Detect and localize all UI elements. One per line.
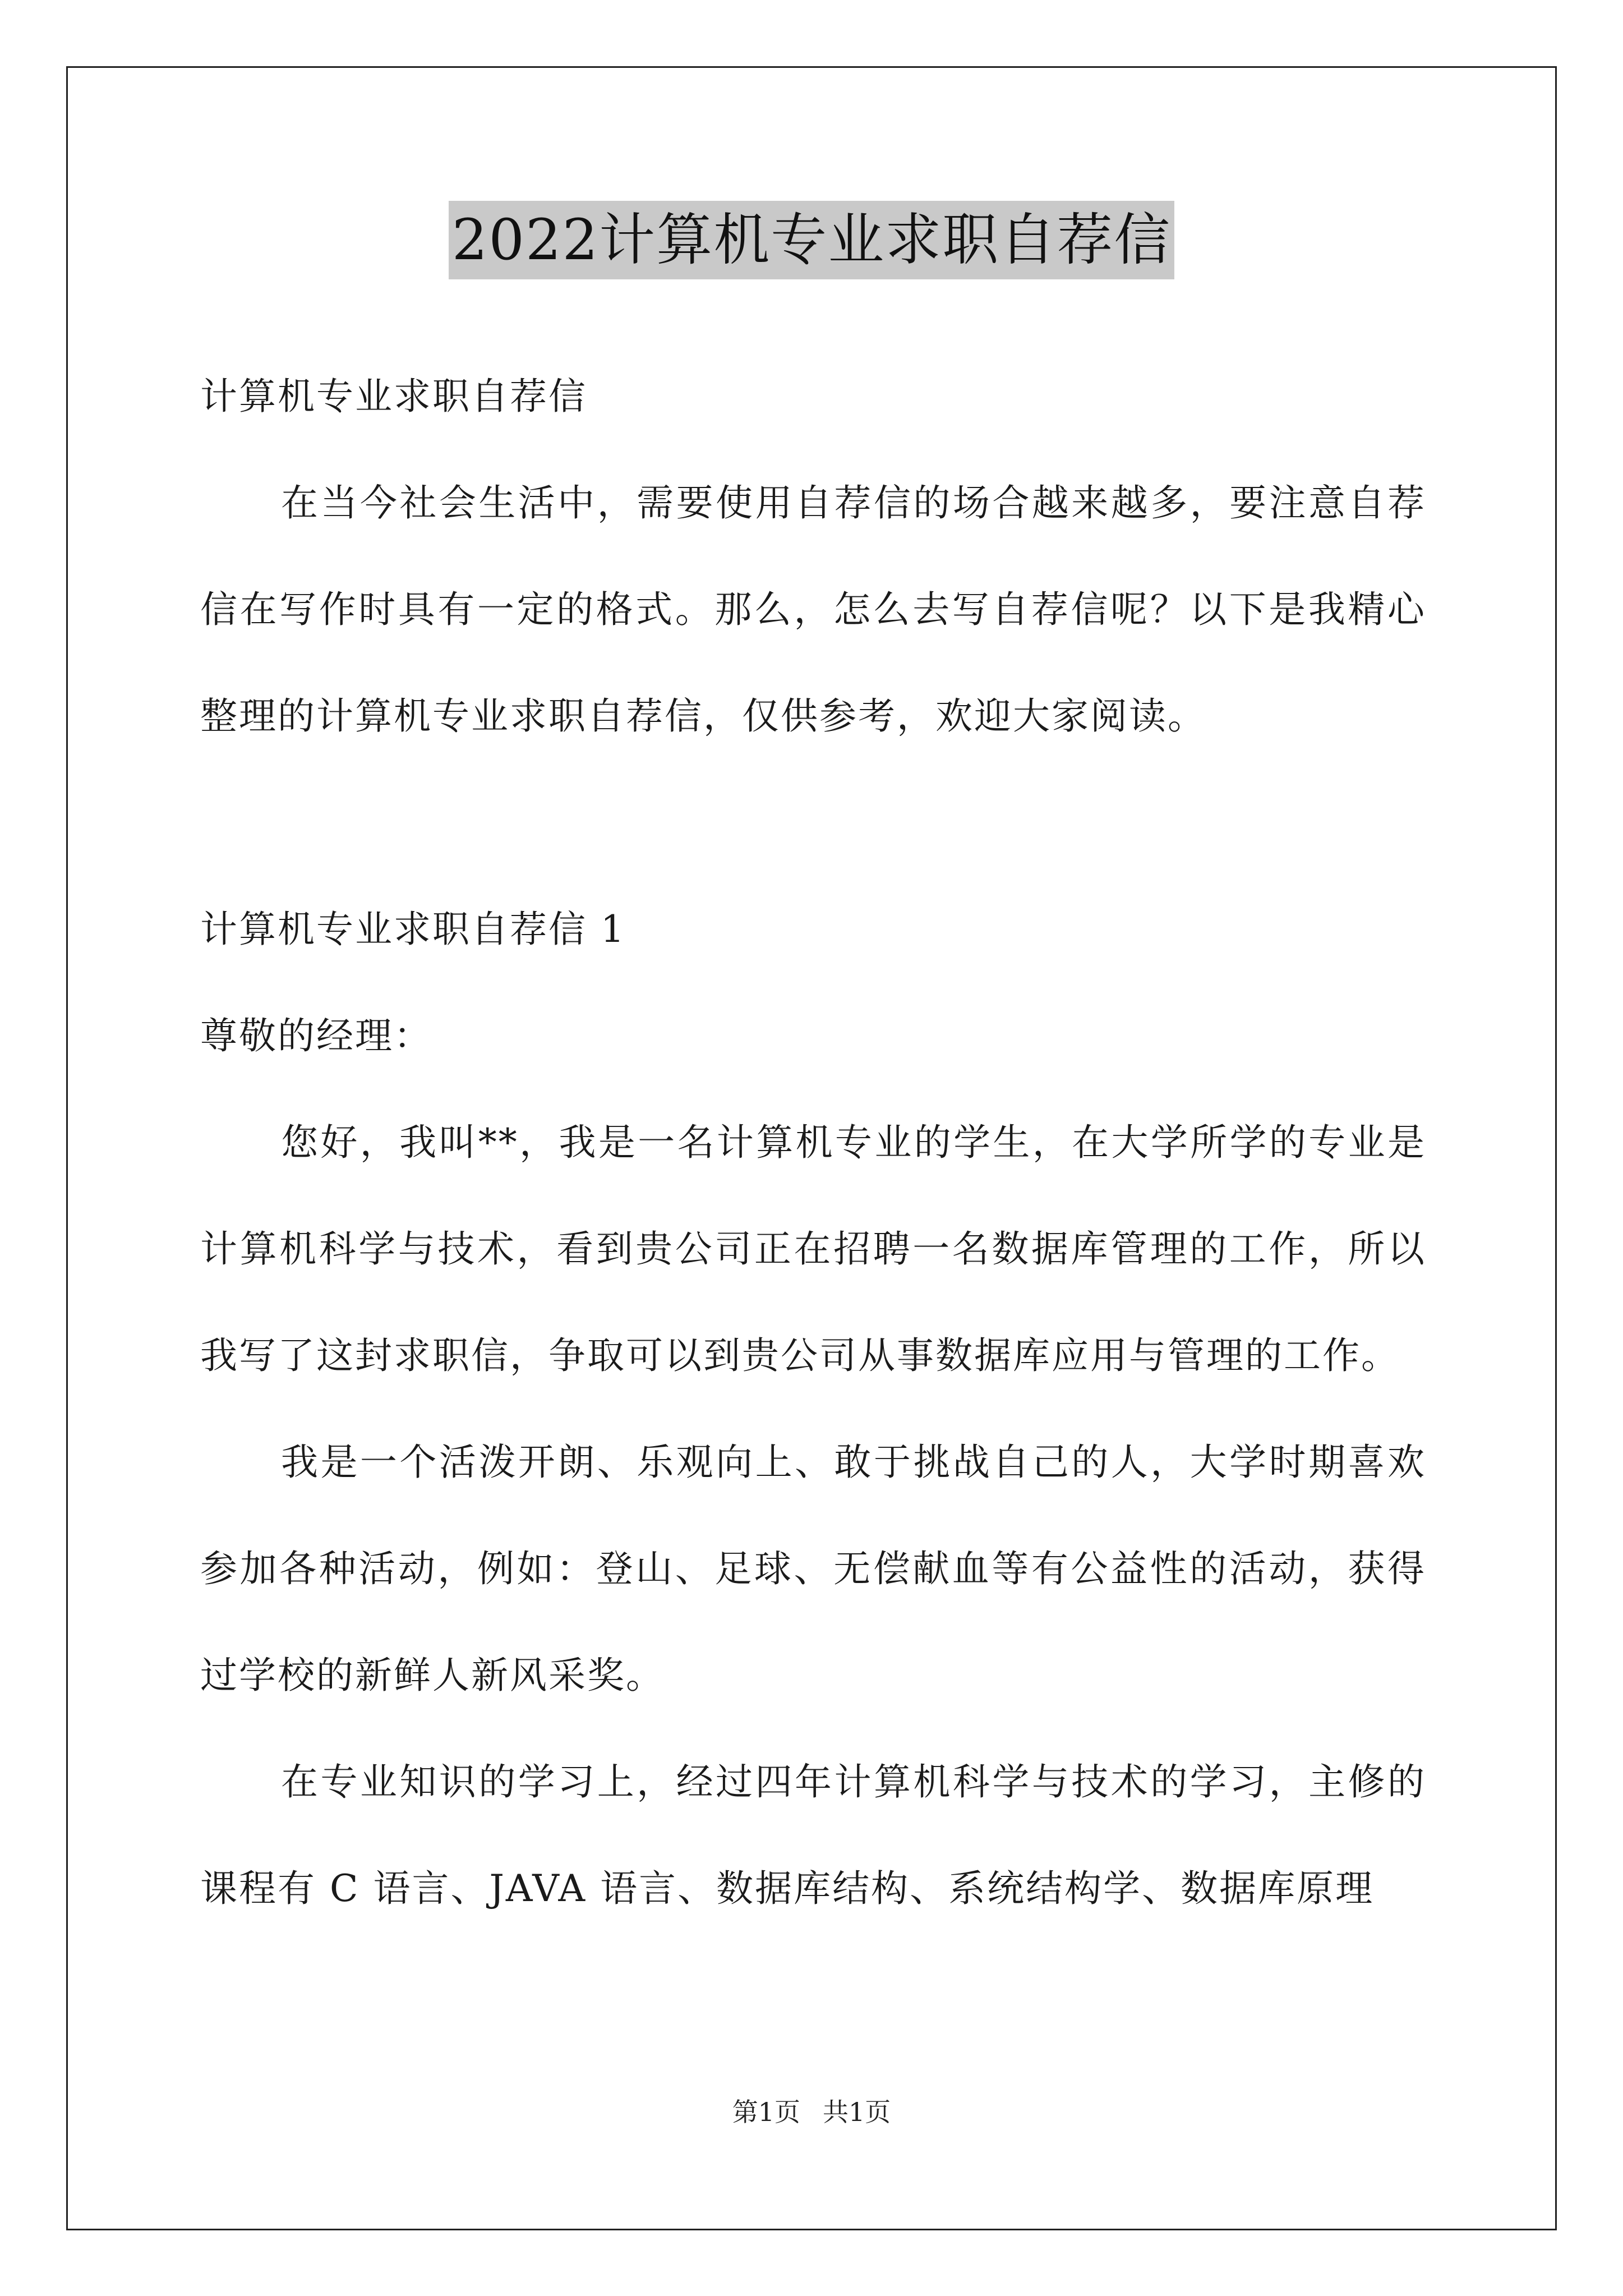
document-title: 2022计算机专业求职自荐信 [449,201,1175,279]
body-paragraph-2: 我是一个活泼开朗、乐观向上、敢于挑战自己的人，大学时期喜欢参加各种活动，例如：登山、足球、无偿献血等有公益性的活动，获得过学校的新鲜人新风采奖。 [200,1441,1426,1697]
page-number-total: 共1页 [823,2097,891,2127]
title-container [0,201,1623,279]
salutation: 尊敬的经理： [200,1014,432,1057]
page-number-current: 第1页 [732,2097,800,2127]
body-paragraph-3: 在专业知识的学习上，经过四年计算机科学与技术的学习，主修的课程有 C 语言、JAVA 语言、数据库结构、系统结构学、数据库原理 [200,1760,1426,1910]
section-spacer [200,770,1426,876]
document-subtitle: 计算机专业求职自荐信 [200,375,587,418]
body-paragraph-1: 您好，我叫**，我是一名计算机专业的学生，在大学所学的专业是计算机科学与技术，看到贵公司正在招聘一名数据库管理的工作，所以我写了这封求职信，争取可以到贵公司从事数据库应用与管理的工作。 [200,1121,1426,1377]
section-heading: 计算机专业求职自荐信 1 [200,908,626,951]
document-body [200,343,1426,1942]
intro-paragraph: 在当今社会生活中，需要使用自荐信的场合越来越多，要注意自荐信在写作时具有一定的格式。那么，怎么去写自荐信呢？以下是我精心整理的计算机专业求职自荐信，仅供参考，欢迎大家阅读。 [200,481,1426,738]
page-footer [0,2095,1623,2129]
